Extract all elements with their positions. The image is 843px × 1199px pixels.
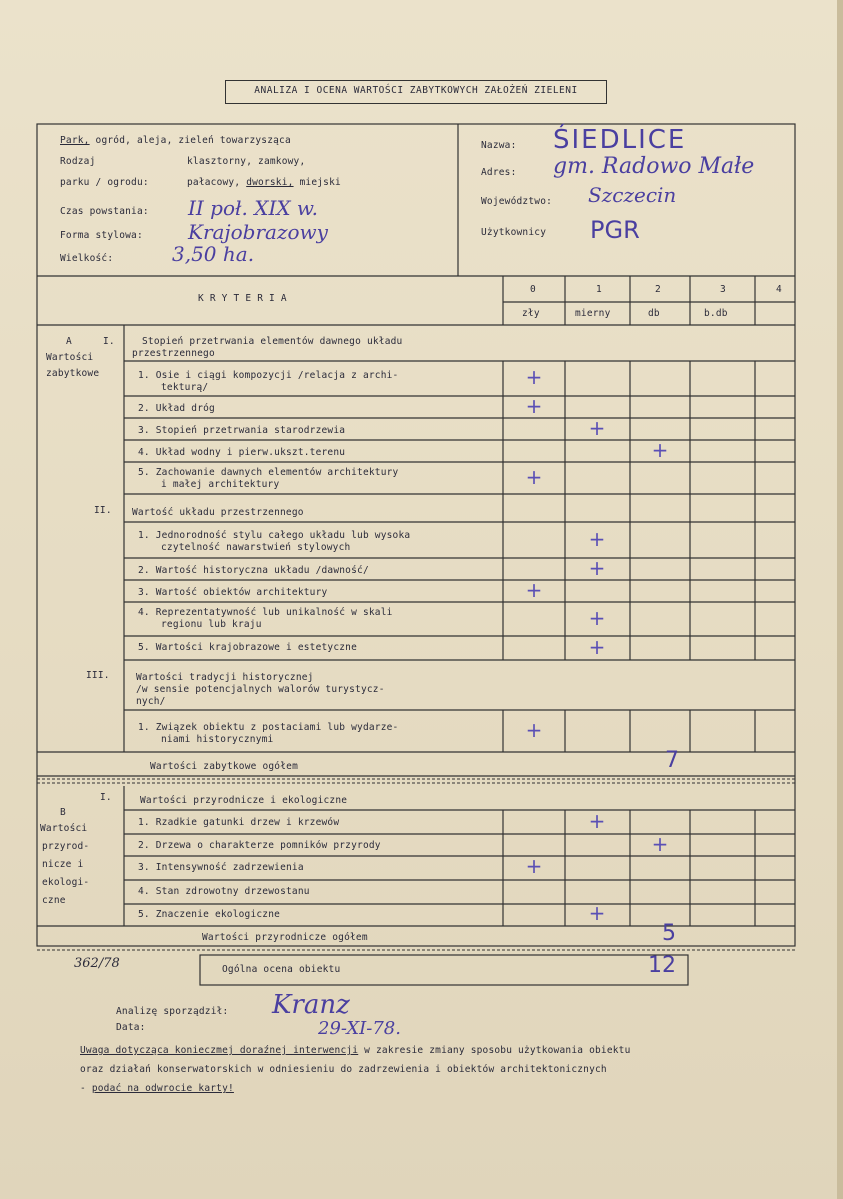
opt-palacowy: pałacowy,	[187, 177, 241, 188]
plus-mark-a2-2: +	[588, 556, 606, 580]
plus-mark-a1-4: +	[651, 438, 669, 462]
note-line-2: oraz działań konserwatorskich w odniesieniu do zadrzewienia i obiektów architektonicznych	[80, 1064, 607, 1075]
col-4-num: 4	[776, 284, 782, 295]
b-item-4: 4. Stan zdrowotny drzewostanu	[138, 886, 310, 897]
col-3-label: b.db	[704, 308, 728, 319]
col-0-label: zły	[522, 308, 540, 319]
wojewodztwo-label: Województwo:	[481, 196, 553, 207]
type-line	[60, 135, 291, 146]
b-total-value: 5	[662, 921, 676, 946]
nazwa-value: ŚIEDLICE	[553, 125, 687, 155]
col-0-num: 0	[530, 284, 536, 295]
a1-item-1-line1: 1. Osie i ciągi kompozycji /relacja z archi-	[138, 370, 399, 381]
a2-item-5: 5. Wartości krajobrazowe i estetyczne	[138, 642, 358, 653]
col-2-num: 2	[655, 284, 661, 295]
plus-mark-a2-4: +	[588, 606, 606, 630]
b-total-label: Wartości przyrodnicze ogółem	[202, 932, 368, 943]
col-1-label: mierny	[575, 308, 611, 319]
a-total-label: Wartości zabytkowe ogółem	[150, 761, 298, 772]
forma-value: Krajobrazowy	[188, 220, 328, 244]
section-a3-title-1: Wartości tradycji historycznej	[136, 672, 314, 683]
opt-dworski: dworski,	[246, 177, 294, 188]
czas-value: II poł. XIX w.	[188, 196, 319, 220]
rodzaj-label-2: parku / ogrodu:	[60, 177, 149, 188]
section-a-name-2: zabytkowe	[46, 368, 100, 379]
archive-number: 362/78	[74, 956, 120, 971]
date-label: Data:	[116, 1022, 146, 1033]
plus-mark-a1-1: +	[525, 365, 543, 389]
wojewodztwo-value: Szczecin	[588, 183, 677, 207]
nazwa-label: Nazwa:	[481, 140, 517, 151]
b-item-5: 5. Znaczenie ekologiczne	[138, 909, 281, 920]
section-b-name-3: nicze i	[42, 859, 84, 870]
section-a-name-1: Wartości	[46, 352, 94, 363]
a1-item-4: 4. Układ wodny i pierw.ukszt.terenu	[138, 447, 346, 458]
plus-mark-b-1: +	[588, 809, 606, 833]
section-b-letter: B	[60, 807, 66, 818]
section-a3-roman: III.	[86, 670, 110, 681]
note-rest: w zakresie zmiany sposobu użytkowania obiektu	[358, 1045, 631, 1056]
uzytkownicy-label: Użytkownicy	[481, 227, 547, 238]
section-b-name-1: Wartości	[40, 823, 88, 834]
a1-item-5-line2: i małej architektury	[161, 479, 280, 490]
note-dash: -	[80, 1083, 92, 1094]
section-b-title: Wartości przyrodnicze i ekologiczne	[140, 795, 348, 806]
section-a1-title-1: Stopień przetrwania elementów dawnego układu	[142, 336, 403, 347]
col-1-num: 1	[596, 284, 602, 295]
col-3-num: 3	[720, 284, 726, 295]
section-a2-title: Wartość układu przestrzennego	[132, 507, 304, 518]
rodzaj-label-1: Rodzaj	[60, 156, 96, 167]
type-others: ogród, aleja, zieleń towarzysząca	[95, 135, 291, 146]
overall-value: 12	[648, 953, 676, 978]
note-instruction: podać na odwrocie karty!	[91, 1083, 234, 1094]
a1-item-1-line2: tekturą/	[161, 382, 209, 393]
czas-label: Czas powstania:	[60, 206, 149, 217]
section-b-name-4: ekologi-	[42, 877, 90, 888]
document-title: ANALIZA I OCENA WARTOŚCI ZABYTKOWYCH ZAŁOŻEŃ ZIELENI	[254, 85, 578, 96]
plus-mark-b-5: +	[588, 901, 606, 925]
a3-item-1-line2: niami historycznymi	[161, 734, 274, 745]
type-park: Park,	[60, 135, 90, 146]
plus-mark-a2-5: +	[588, 635, 606, 659]
a3-item-1-line1: 1. Związek obiektu z postaciami lub wydarze-	[138, 722, 399, 733]
note-line-1	[80, 1045, 631, 1056]
section-a-letter: A	[66, 336, 72, 347]
wielkosc-value: 3,50 ha.	[172, 242, 255, 266]
a-total-value: 7	[665, 748, 679, 773]
plus-mark-a1-3: +	[588, 416, 606, 440]
a2-item-1-line2: czytelność nawarstwień stylowych	[161, 542, 351, 553]
wielkosc-label: Wielkość:	[60, 253, 114, 264]
section-a2-roman: II.	[94, 505, 112, 516]
plus-mark-b-3: +	[525, 854, 543, 878]
plus-mark-a2-1: +	[588, 527, 606, 551]
plus-mark-a3-1: +	[525, 718, 543, 742]
opt-miejski: miejski	[299, 177, 341, 188]
a1-item-2: 2. Układ dróg	[138, 403, 215, 414]
section-a1-roman: I.	[103, 336, 115, 347]
b-item-3: 3. Intensywność zadrzewienia	[138, 862, 304, 873]
uzytkownicy-value: PGR	[590, 216, 640, 244]
section-b-name-2: przyrod-	[42, 841, 90, 852]
overall-label: Ogólna ocena obiektu	[222, 964, 341, 975]
col-2-label: db	[648, 308, 660, 319]
section-a3-title-2: /w sensie potencjalnych walorów turystycz-	[136, 684, 385, 695]
date-value: 29-XI-78.	[318, 1018, 401, 1039]
section-b-name-5: czne	[42, 895, 66, 906]
plus-mark-a1-5: +	[525, 465, 543, 489]
note-line-3	[80, 1083, 234, 1094]
rodzaj-options-2	[187, 177, 341, 188]
a2-item-2: 2. Wartość historyczna układu /dawność/	[138, 565, 369, 576]
a2-item-3: 3. Wartość obiektów architektury	[138, 587, 328, 598]
section-b-roman: I.	[100, 792, 112, 803]
forma-label: Forma stylowa:	[60, 230, 143, 241]
plus-mark-b-2: +	[651, 832, 669, 856]
plus-mark-a1-2: +	[525, 394, 543, 418]
a2-item-4-line1: 4. Reprezentatywność lub unikalność w skali	[138, 607, 393, 618]
section-a1-title-2: przestrzennego	[132, 348, 215, 359]
a2-item-4-line2: regionu lub kraju	[161, 619, 262, 630]
criteria-heading: K R Y T E R I A	[198, 293, 287, 304]
adres-label: Adres:	[481, 167, 517, 178]
a1-item-5-line1: 5. Zachowanie dawnych elementów architektury	[138, 467, 399, 478]
note-emphasis: Uwaga dotycząca konieczmej doraźnej interwencji	[80, 1045, 359, 1056]
adres-value: gm. Radowo Małe	[553, 154, 755, 179]
analysis-author-label: Analizę sporządził:	[116, 1006, 229, 1017]
section-a3-title-3: nych/	[136, 696, 166, 707]
rodzaj-options-1: klasztorny, zamkowy,	[187, 156, 306, 167]
b-item-2: 2. Drzewa o charakterze pomników przyrody	[138, 840, 381, 851]
a1-item-3: 3. Stopień przetrwania starodrzewia	[138, 425, 346, 436]
signature: Kranz	[272, 990, 350, 1020]
a2-item-1-line1: 1. Jednorodność stylu całego układu lub wysoka	[138, 530, 411, 541]
b-item-1: 1. Rzadkie gatunki drzew i krzewów	[138, 817, 340, 828]
plus-mark-a2-3: +	[525, 578, 543, 602]
